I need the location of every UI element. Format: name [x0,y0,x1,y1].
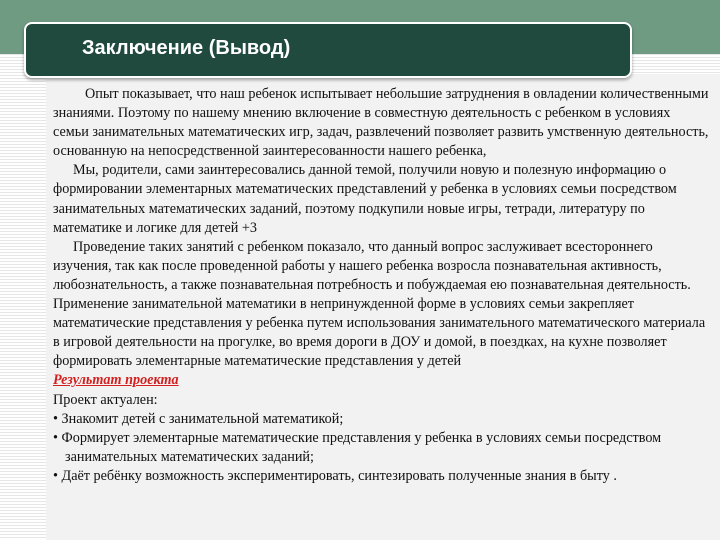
paragraph-parents: Мы, родители, сами заинтересовались данной темой, получили новую и полезную информацию о формировании элементарных математических представлений у ребенка в условиях семьи посредством занимательных математических заданий, поэтому подкупили новые игры, тетради, литературу по математике и логике для детей +3 [53,162,677,236]
result-intro: Проект актуален: [53,391,158,408]
slide-title: Заключение (Вывод) [82,37,291,59]
result-bullet: • Формирует элементарные математические представления у ребенка в условиях семьи посредством занимательных математических заданий; [53,429,662,465]
result-bullet: • Знакомит детей с занимательной математикой; [53,410,344,427]
paragraph-experience: Опыт показывает, что наш ребенок испытывает небольшие затруднения в овладении количественными знаниями. Поэтому по нашему мнению включение в совместную деятельность с ребенком в условиях семьи занимательных математических игр, задач, развлечений позволяет развить умственную деятельность, основанную на непосредственной заинтересованности нашего ребенка, [53,86,709,160]
result-bullet: • Даёт ребёнку возможность экспериментировать, синтезировать полученные знания в быту . [53,467,617,484]
result-heading: Результат проекта [53,372,179,389]
title-bar [24,22,632,78]
slide-body [53,85,709,486]
paragraph-conclusion: Проведение таких занятий с ребенком показало, что данный вопрос заслуживает всестороннего изучения, так как после проведенной работы у нашего ребенка возросла познавательная активность, любознательность, а также познавательная потребность и побуждаемая ею познавательная деятельность. Применение занимательной математики в непринужденной форме в условиях семьи закрепляет математические представления у ребенка путем использования занимательного математического материала в игровой деятельности на прогулке, во время дороги в ДОУ и домой, в поездках, на кухне позволяет формировать элементарные математические представления у детей [53,238,706,370]
